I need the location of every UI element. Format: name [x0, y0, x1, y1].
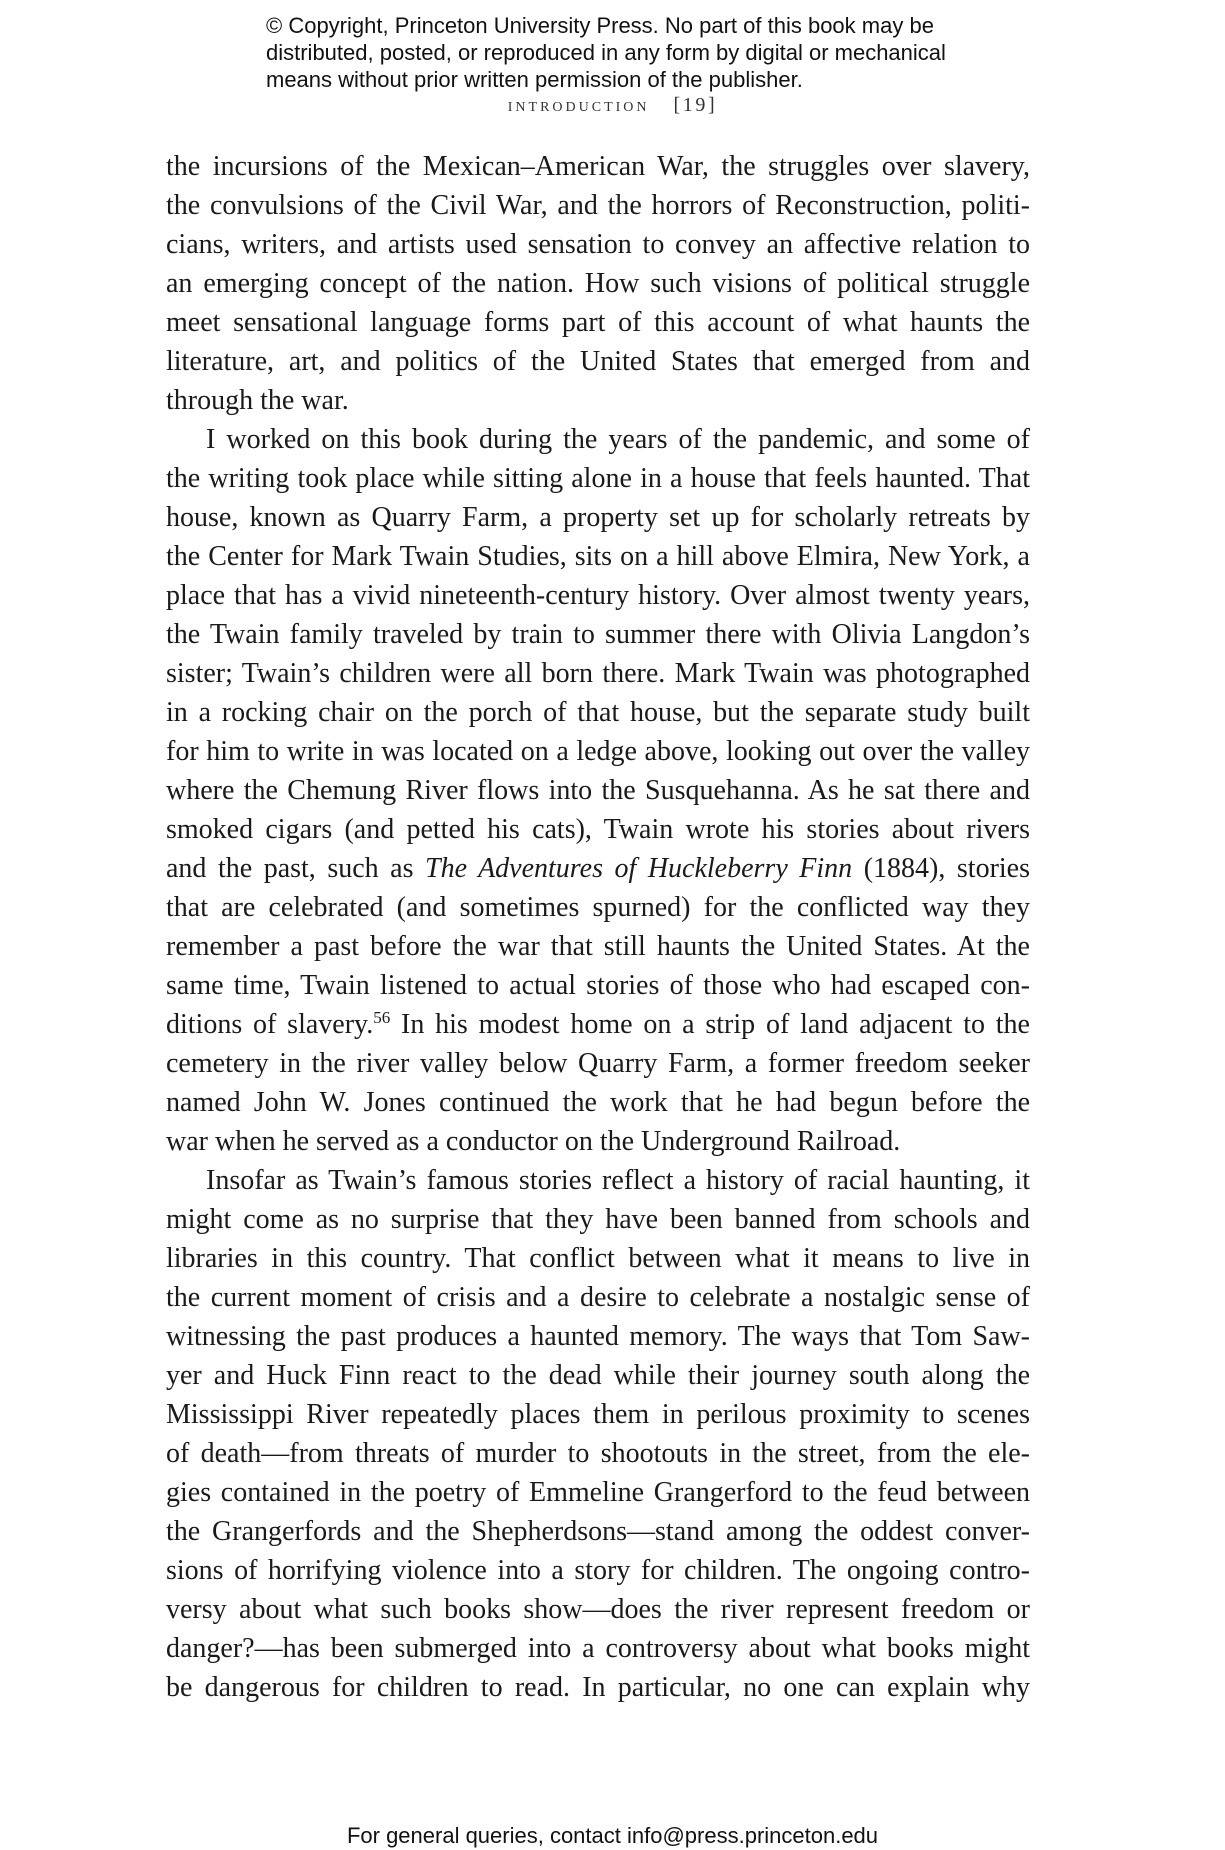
text-line: for him to write in was located on a ledge above, looking out over the valley: [166, 736, 1030, 767]
footer-contact-note: For general queries, contact info@press.princeton.edu: [346, 1823, 879, 1848]
text-line: I worked on this book during the years of the pandemic, and some of: [206, 424, 1030, 455]
body-text: [166, 147, 1030, 1707]
paragraph-3: [166, 1161, 1030, 1707]
text-line: the Center for Mark Twain Studies, sits on a hill above Elmira, New York, a: [166, 541, 1030, 572]
text-line: meet sensational language forms part of this account of what haunts the: [166, 307, 1030, 338]
text-line: the current moment of crisis and a desire to celebrate a nostalgic sense of: [166, 1282, 1030, 1313]
copyright-line: © Copyright, Princeton University Press. No part of this book may be: [266, 13, 934, 38]
text-line: might come as no surprise that they have been banned from schools and: [166, 1204, 1030, 1235]
text-line: danger?—has been submerged into a controversy about what books might: [166, 1633, 1030, 1664]
text-line: where the Chemung River flows into the Susquehanna. As he sat there and: [166, 775, 1030, 806]
text-line: sions of horrifying violence into a story for children. The ongoing contro-: [166, 1555, 1030, 1586]
text-line: named John W. Jones continued the work that he had begun before the: [166, 1087, 1030, 1118]
text-line: remember a past before the war that still haunts the United States. At the: [166, 931, 1030, 962]
text-line: be dangerous for children to read. In particular, no one can explain why: [166, 1672, 1030, 1703]
text-line: of death—from threats of murder to shootouts in the street, from the ele-: [166, 1438, 1030, 1469]
text-line: the Twain family traveled by train to summer there with Olivia Langdon’s: [166, 619, 1030, 650]
text-fragment: In his modest home on a strip of land adjacent to the: [390, 1009, 1030, 1040]
copyright-notice: [266, 12, 1026, 93]
text-fragment: ditions of slavery.: [166, 1009, 374, 1040]
text-line: in a rocking chair on the porch of that house, but the separate study built: [166, 697, 1030, 728]
text-line: Insofar as Twain’s famous stories reflect a history of racial haunting, it: [206, 1165, 1030, 1196]
text-line: witnessing the past produces a haunted memory. The ways that Tom Saw-: [166, 1321, 1030, 1352]
text-line: sister; Twain’s children were all born there. Mark Twain was photographed: [166, 658, 1030, 689]
text-line: the Grangerfords and the Shepherdsons—stand among the oddest conver-: [166, 1516, 1030, 1547]
page-number: [19]: [673, 94, 718, 116]
text-line: libraries in this country. That conflict between what it means to live in: [166, 1243, 1030, 1274]
text-line: gies contained in the poetry of Emmeline Grangerford to the feud between: [166, 1477, 1030, 1508]
text-line: versy about what such books show—does the river represent freedom or: [166, 1594, 1030, 1625]
text-line: literature, art, and politics of the United States that emerged from and: [166, 346, 1030, 377]
text-line: place that has a vivid nineteenth-century history. Over almost twenty years,: [166, 580, 1030, 611]
book-title: The Adventures of Huckleberry Finn: [425, 853, 853, 884]
text-line: cians, writers, and artists used sensation to convey an affective relation to: [166, 229, 1030, 260]
text-line: smoked cigars (and petted his cats), Twain wrote his stories about rivers: [166, 814, 1030, 845]
paragraph-1: [166, 147, 1030, 420]
text-line: the writing took place while sitting alone in a house that feels haunted. That: [166, 463, 1030, 494]
text-line: through the war.: [166, 385, 349, 416]
text-line: cemetery in the river valley below Quarry Farm, a former freedom seeker: [166, 1048, 1030, 1079]
paragraph-2: [166, 420, 1030, 1161]
running-head: [0, 94, 1225, 117]
footnote-marker: 56: [373, 1008, 391, 1027]
text-line: yer and Huck Finn react to the dead while their journey south along the: [166, 1360, 1030, 1391]
text-line: Mississippi River repeatedly places them in perilous proximity to scenes: [166, 1399, 1030, 1430]
text-line-with-book-title: [166, 849, 1030, 888]
text-line-with-footnote: [166, 1005, 1030, 1044]
copyright-line: means without prior written permission of the publisher.: [266, 67, 803, 92]
text-line: war when he served as a conductor on the Underground Railroad.: [166, 1126, 901, 1157]
text-fragment: (1884), stories: [852, 853, 1030, 884]
copyright-line: distributed, posted, or reproduced in any form by digital or mechanical: [266, 40, 946, 65]
text-line: house, known as Quarry Farm, a property set up for scholarly retreats by: [166, 502, 1030, 533]
text-line: same time, Twain listened to actual stories of those who had escaped con-: [166, 970, 1030, 1001]
text-line: that are celebrated (and sometimes spurned) for the conflicted way they: [166, 892, 1030, 923]
text-line: an emerging concept of the nation. How such visions of political struggle: [166, 268, 1030, 299]
text-line: the incursions of the Mexican–American War, the struggles over slavery,: [166, 151, 1030, 182]
text-fragment: and the past, such as: [166, 853, 426, 884]
running-head-title: introduction: [507, 94, 650, 116]
text-line: the convulsions of the Civil War, and the horrors of Reconstruction, politi-: [166, 190, 1030, 221]
